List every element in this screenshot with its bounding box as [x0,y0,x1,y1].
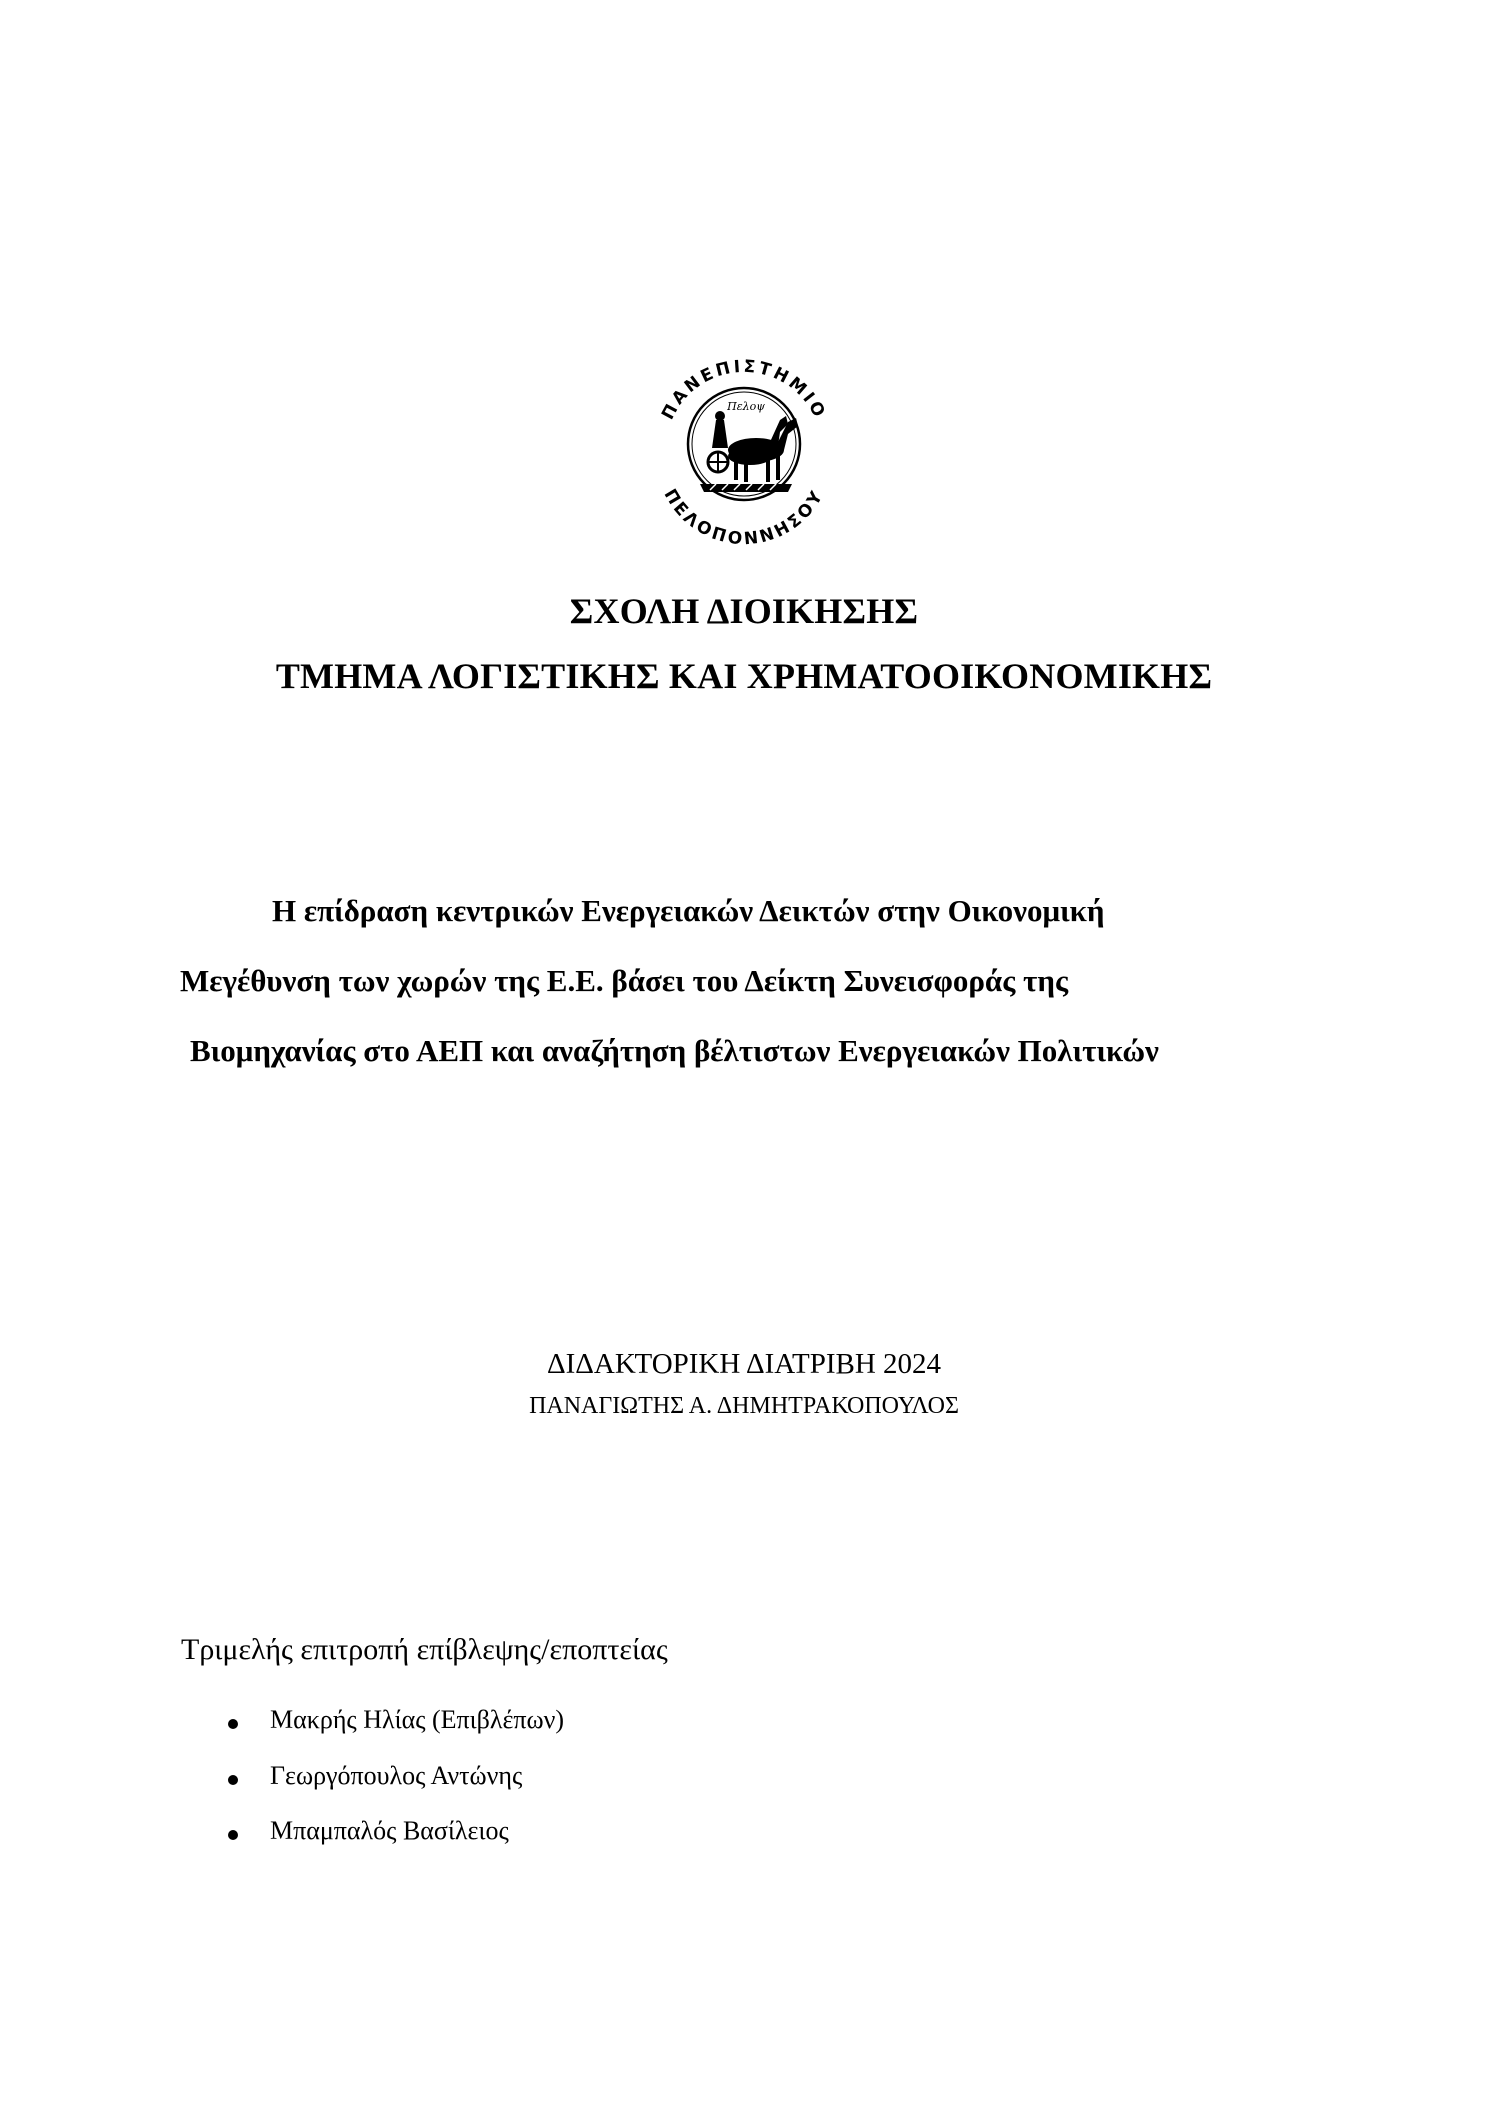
university-seal-logo [638,338,850,550]
svg-text:ΠΕΛΟΠΟΝΝΗΣΟΥ: ΠΕΛΟΠΟΝΝΗΣΟΥ [659,485,829,550]
svg-text:ΠΑΝΕΠΙΣΤΗΜΙΟ: ΠΑΝΕΠΙΣΤΗΜΙΟ [657,356,831,424]
bullet-icon [228,1775,238,1785]
school-name: ΣΧΟΛΗ ΔΙΟΙΚΗΣΗΣ [569,591,919,631]
document-type: ΔΙΔΑΚΤΟΡΙΚΗ ΔΙΑΤΡΙΒΗ 2024 [546,1348,942,1380]
committee-member-name: Μακρής Ηλίας (Επιβλέπων) [270,1705,565,1734]
svg-text:Πελοψ: Πελοψ [727,400,765,413]
thesis-title-line-1: Η επίδραση κεντρικών Ενεργειακών Δεικτών στην Οικονομική [272,893,1105,928]
committee-member-name: Μπαμπαλός Βασίλειος [270,1816,509,1845]
bullet-icon [228,1719,238,1729]
bullet-icon [228,1830,238,1840]
committee-heading: Τριμελής επιτροπή επίβλεψης/εποπτείας [181,1633,668,1666]
department-name: ΤΜΗΜΑ ΛΟΓΙΣΤΙΚΗΣ ΚΑΙ ΧΡΗΜΑΤΟΟΙΚΟΝΟΜΙΚΗΣ [275,656,1213,696]
committee-member-name: Γεωργόπουλος Αντώνης [270,1761,523,1790]
thesis-title-line-2: Μεγέθυνση των χωρών της Ε.Ε. βάσει του Δείκτη Συνεισφοράς της [180,963,1069,998]
author-name: ΠΑΝΑΓΙΩΤΗΣ Α. ΔΗΜΗΤΡΑΚΟΠΟΥΛΟΣ [529,1393,959,1419]
thesis-title-line-3: Βιομηχανίας στο ΑΕΠ και αναζήτηση βέλτιστων Ενεργειακών Πολιτικών [190,1033,1159,1068]
